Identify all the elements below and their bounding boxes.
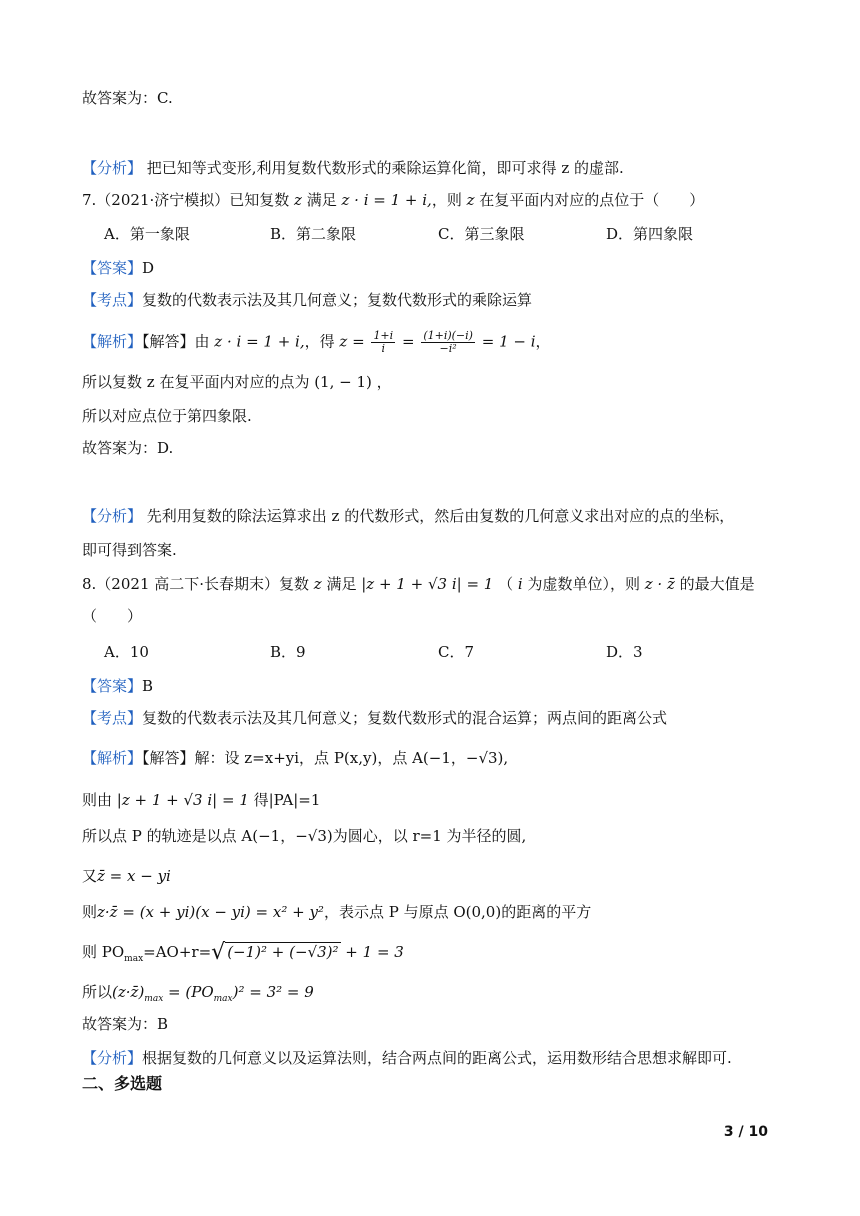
fraction-numerator: (1+i)(−i) xyxy=(423,329,473,342)
solution-math: |z + 1 + √3 i| = 1 xyxy=(116,791,249,809)
q8-option-b: B．9 xyxy=(270,643,306,661)
answer-tag: 【答案】 xyxy=(82,677,143,695)
q7-var-z: z xyxy=(466,191,475,209)
q8-solution-line-1 xyxy=(82,748,508,768)
fraction-denominator: i xyxy=(381,342,386,355)
solution-text: 【解答】解：设 z=x+yi，点 P(x,y)，点 A(−1，−√3), xyxy=(142,749,509,767)
analysis-text: 把已知等式变形,利用复数代数形式的乘除运算化简，即可求得 z 的虚部. xyxy=(142,159,624,177)
q7-knowledge-point xyxy=(82,290,532,310)
analysis-tag: 【分析】 xyxy=(82,159,143,177)
answer-line: 故答案为：C. xyxy=(82,89,173,107)
solution-math: = (PO xyxy=(163,983,214,1001)
q8-stem-part: 满足 xyxy=(321,575,362,593)
q8-stem-part: 8.（2021 高二下·长春期末）复数 xyxy=(82,575,314,593)
subscript: max xyxy=(213,994,233,1004)
kp-tag: 【考点】 xyxy=(82,291,143,309)
q7-solution-line-3: 所以对应点位于第四象限. xyxy=(82,407,252,425)
kp-text: 复数的代数表示法及其几何意义；复数代数形式的乘除运算 xyxy=(142,291,533,309)
q7-analysis-cont: 即可得到答案. xyxy=(82,541,177,559)
solution-text: 又 xyxy=(82,867,98,885)
solution-text: =AO+r= xyxy=(143,943,212,961)
analysis-text: 先利用复数的除法运算求出 z 的代数形式，然后由复数的几何意义求出对应的点的坐标， xyxy=(142,507,735,525)
solution-text: ，表示点 P 与原点 O(0,0)的距离的平方 xyxy=(323,903,592,921)
solution-text: ， xyxy=(535,332,551,351)
q7-analysis xyxy=(82,506,734,526)
q8-option-a: A．10 xyxy=(104,643,149,661)
q8-stem-part: （ xyxy=(493,575,518,593)
q8-stem-paren: （ ） xyxy=(82,607,143,625)
solution-math: = 1 − i xyxy=(481,332,536,351)
solution-math: (z·z̄) xyxy=(112,983,145,1001)
q8-expression: z · z̄ xyxy=(644,575,675,593)
q7-option-d: D．第四象限 xyxy=(606,225,694,243)
analysis-tag: 【分析】 xyxy=(82,1049,143,1067)
answer-value: D xyxy=(142,259,155,277)
subscript: max xyxy=(124,954,144,964)
fraction xyxy=(371,330,395,355)
sqrt-radicand: (−1)² + (−√3)² xyxy=(227,943,339,961)
question-7-stem xyxy=(82,190,704,210)
solution-math: z̄ = x − yi xyxy=(97,867,171,885)
fraction-numerator: 1+i xyxy=(373,329,394,342)
analysis-paragraph xyxy=(82,158,624,178)
q7-solution-line-4: 故答案为：D. xyxy=(82,439,174,457)
q7-stem-part: ，则 xyxy=(431,191,467,209)
solution-text: 则 xyxy=(82,903,98,921)
fraction xyxy=(421,330,475,355)
answer-tag: 【答案】 xyxy=(82,259,143,277)
q8-answer xyxy=(82,676,153,696)
q8-option-d: D．3 xyxy=(606,643,643,661)
q8-stem-part: 为虚数单位），则 xyxy=(522,575,645,593)
q8-var-z: z xyxy=(313,575,322,593)
solution-text: 则 PO xyxy=(82,943,125,961)
q7-option-c: C．第三象限 xyxy=(438,225,525,243)
solution-tag: 【解析】 xyxy=(82,749,143,767)
solution-text: 【解答】由 xyxy=(142,332,215,351)
solution-math: z·z̄ = (x + yi)(x − yi) = x² + y² xyxy=(97,903,324,921)
q7-solution-line-2: 所以复数 z 在复平面内对应的点为 (1, − 1) ， xyxy=(82,373,392,391)
q8-solution-line-7 xyxy=(82,982,314,1009)
fraction-denominator: −i² xyxy=(439,342,457,355)
q8-solution-line-4 xyxy=(82,866,171,886)
q7-var-z: z xyxy=(294,191,302,209)
q8-knowledge-point xyxy=(82,708,667,728)
q8-solution-line-3: 所以点 P 的轨迹是以点 A(−1，−√3)为圆心，以 r=1 为半径的圆, xyxy=(82,827,527,845)
q8-analysis xyxy=(82,1048,732,1068)
solution-math: z · i = 1 + i, xyxy=(214,332,305,351)
section-heading: 二、多选题 xyxy=(82,1074,163,1093)
q7-solution-line-1: 【解析】【解答】由 z · i = 1 + i,，得 z = $\frac{1+i}{i}$ = $\frac{(1+i)(-i)}{\text{−i²}}$ = 1 − i， xyxy=(82,329,551,355)
q7-condition: z · i = 1 + i, xyxy=(341,191,432,209)
solution-math: + 1 = 3 xyxy=(340,943,404,961)
subscript: max xyxy=(144,994,164,1004)
q8-var-i: i xyxy=(517,575,523,593)
kp-tag: 【考点】 xyxy=(82,709,143,727)
q8-solution-line-8: 故答案为：B xyxy=(82,1015,169,1033)
solution-text: 所以 xyxy=(82,983,113,1001)
q7-option-b: B．第二象限 xyxy=(270,225,357,243)
q8-option-c: C．7 xyxy=(438,643,475,661)
q7-option-a: A．第一象限 xyxy=(104,225,190,243)
solution-math: z = xyxy=(339,332,365,351)
solution-math: )² = 3² = 9 xyxy=(232,983,314,1001)
q7-stem-part: 在复平面内对应的点位于（ ） xyxy=(474,191,705,209)
question-8-stem xyxy=(82,574,755,594)
analysis-text: 根据复数的几何意义以及运算法则，结合两点间的距离公式，运用数形结合思想求解即可. xyxy=(142,1049,732,1067)
q7-stem-part: 7.（2021·济宁模拟）已知复数 xyxy=(82,191,295,209)
analysis-tag: 【分析】 xyxy=(82,507,143,525)
q7-answer xyxy=(82,258,154,278)
q8-condition: |z + 1 + √3 i| = 1 xyxy=(361,575,494,593)
solution-text: 得|PA|=1 xyxy=(248,791,321,809)
page-number: 3 / 10 xyxy=(723,1124,768,1140)
q8-solution-line-6: 则 $PO_{max}=AO+r=√$ (−1)² + (−√3)² + 1 = 3 xyxy=(82,940,404,965)
q8-stem-part: 的最大值是 xyxy=(674,575,755,593)
q7-stem-part: 满足 xyxy=(301,191,342,209)
solution-text: 则由 xyxy=(82,791,117,809)
answer-value: B xyxy=(142,677,154,695)
q8-solution-line-5 xyxy=(82,902,591,922)
kp-text: 复数的代数表示法及其几何意义；复数代数形式的混合运算；两点间的距离公式 xyxy=(142,709,668,727)
q8-solution-line-2 xyxy=(82,790,320,810)
solution-tag: 【解析】 xyxy=(82,332,143,351)
solution-text: ，得 xyxy=(304,332,340,351)
